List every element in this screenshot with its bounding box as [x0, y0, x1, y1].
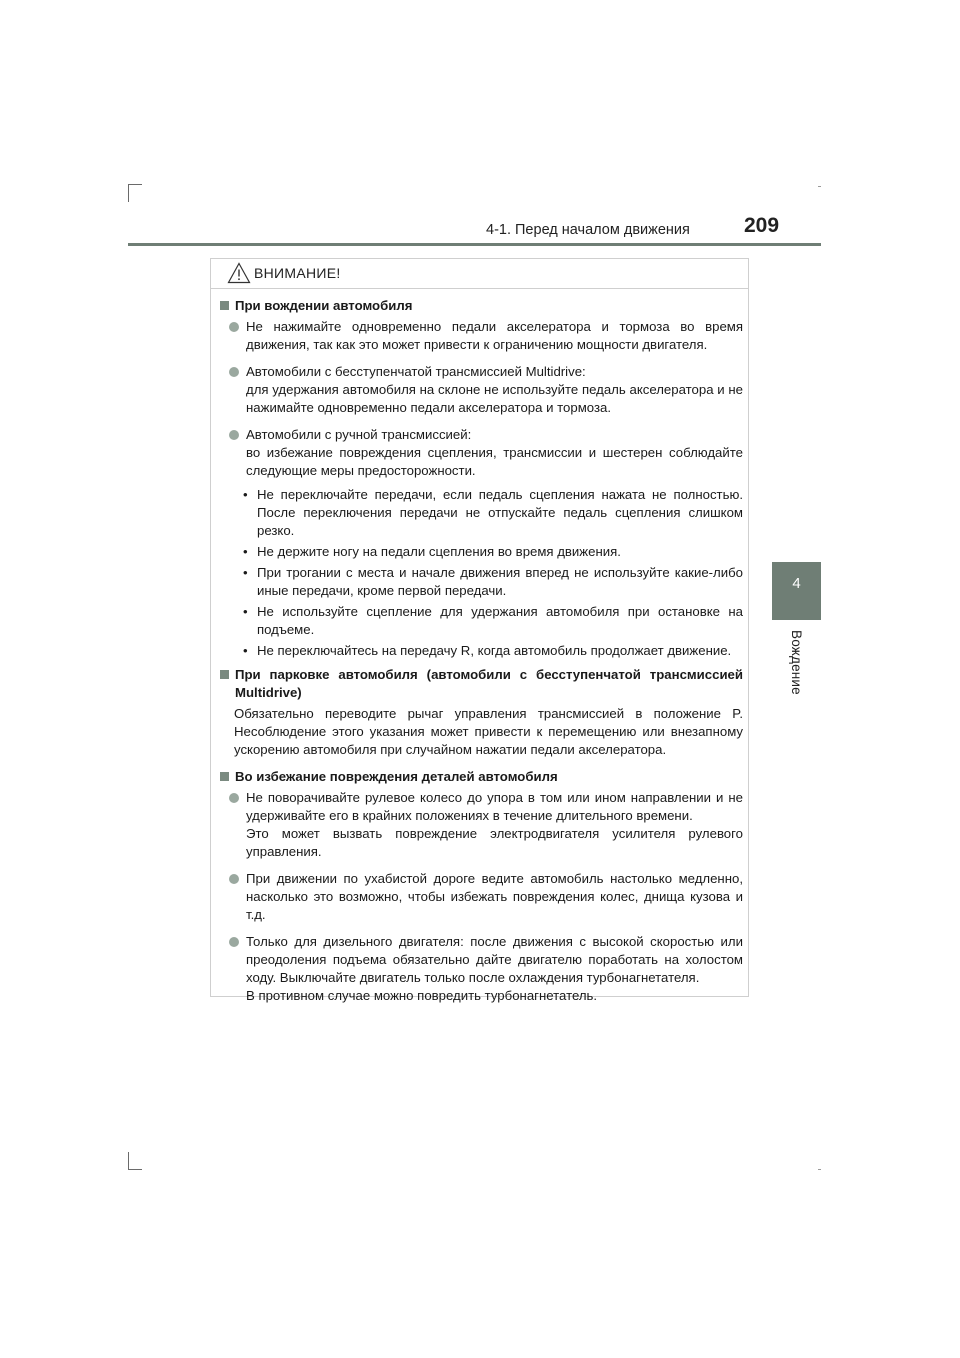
list-item: Не нажимайте одновременно педали акселератора и тормоза во время движения, так как это может привести к ограничению мощности двигателя. — [229, 318, 743, 354]
circle-bullet-icon — [229, 322, 239, 332]
crop-mark-top-left-vertical — [128, 184, 129, 202]
sub-list-item: • Не переключайтесь на передачу R, когда автомобиль продолжает движение. — [243, 643, 732, 658]
crop-mark-bottom-left-vertical — [128, 1152, 129, 1170]
crop-mark-top-left-horizontal — [128, 184, 142, 185]
sub-list-item: • Не переключайте передачи, если педаль сцепления нажата не полностью. После переключения передачи не отпускайте педаль сцепления слишком резко. — [243, 487, 743, 538]
list-item: Автомобили с бесступенчатой трансмиссией Multidrive: для удержания автомобиля на склоне не используйте педаль акселератора и не нажимайте одновременно педали акселератора и тормоза. — [229, 363, 743, 417]
section-title: Во избежание повреждения деталей автомобиля — [219, 768, 743, 786]
section-title: При вождении автомобиля — [219, 297, 743, 315]
warning-content — [219, 297, 743, 1014]
running-header: 4-1. Перед началом движения — [486, 222, 690, 238]
crop-mark-top-right — [818, 186, 821, 187]
header-rule — [128, 243, 821, 246]
square-bullet-icon — [220, 301, 229, 310]
circle-bullet-icon — [229, 367, 239, 377]
list-item: Не поворачивайте рулевое колесо до упора в том или ином направлении и не удерживайте его в крайних положениях в течение длительного времени. Это может вызвать повреждение электродвигателя усилителя рулевого управления. — [229, 789, 743, 861]
list-item: Только для дизельного двигателя: после движения с высокой скоростью или преодоления подъема обязательно дайте двигателю поработать на холостом ходу. Выключайте двигатель только после охлаждения турбонагнетателя. В противном случае можно повредить турбонагнетатель. — [229, 933, 743, 1005]
square-bullet-icon — [220, 772, 229, 781]
chapter-label: Вождение — [789, 630, 804, 695]
page-number: 209 — [744, 214, 780, 237]
crop-mark-bottom-right — [818, 1169, 821, 1170]
warning-header — [211, 259, 748, 289]
list-item: Автомобили с ручной трансмиссией: во избежание повреждения сцепления, трансмиссии и шестерен соблюдайте следующие меры предосторожности. — [229, 426, 743, 480]
section-paragraph: Обязательно переводите рычаг управления трансмиссией в положение P. Несоблюдение этого указания может привести к перемещению или внезапному ускорению автомобиля при случайном нажатии педали акселератора. — [234, 706, 743, 757]
list-item: При движении по ухабистой дороге ведите автомобиль настолько медленно, насколько это возможно, чтобы избежать повреждения колес, днища кузова и т.д. — [229, 870, 743, 924]
warning-triangle-icon — [227, 262, 251, 284]
sub-list-item: • Не держите ногу на педали сцепления во время движения. — [243, 544, 621, 559]
warning-title: ВНИМАНИЕ! — [254, 265, 341, 281]
circle-bullet-icon — [229, 430, 239, 440]
crop-mark-bottom-left-horizontal — [128, 1169, 142, 1170]
square-bullet-icon — [220, 670, 229, 679]
sub-list-item: • При трогании с места и начале движения вперед не используйте какие-либо иные передачи, кроме первой передачи. — [243, 565, 743, 598]
circle-bullet-icon — [229, 793, 239, 803]
warning-box — [210, 258, 749, 1003]
circle-bullet-icon — [229, 937, 239, 947]
sub-list-item: • Не используйте сцепление для удержания автомобиля при остановке на подъеме. — [243, 604, 743, 637]
section-title: При парковке автомобиля (автомобили с бесступенчатой трансмиссией Multidrive) — [219, 666, 743, 702]
circle-bullet-icon — [229, 874, 239, 884]
chapter-tab: 4 — [772, 562, 821, 620]
